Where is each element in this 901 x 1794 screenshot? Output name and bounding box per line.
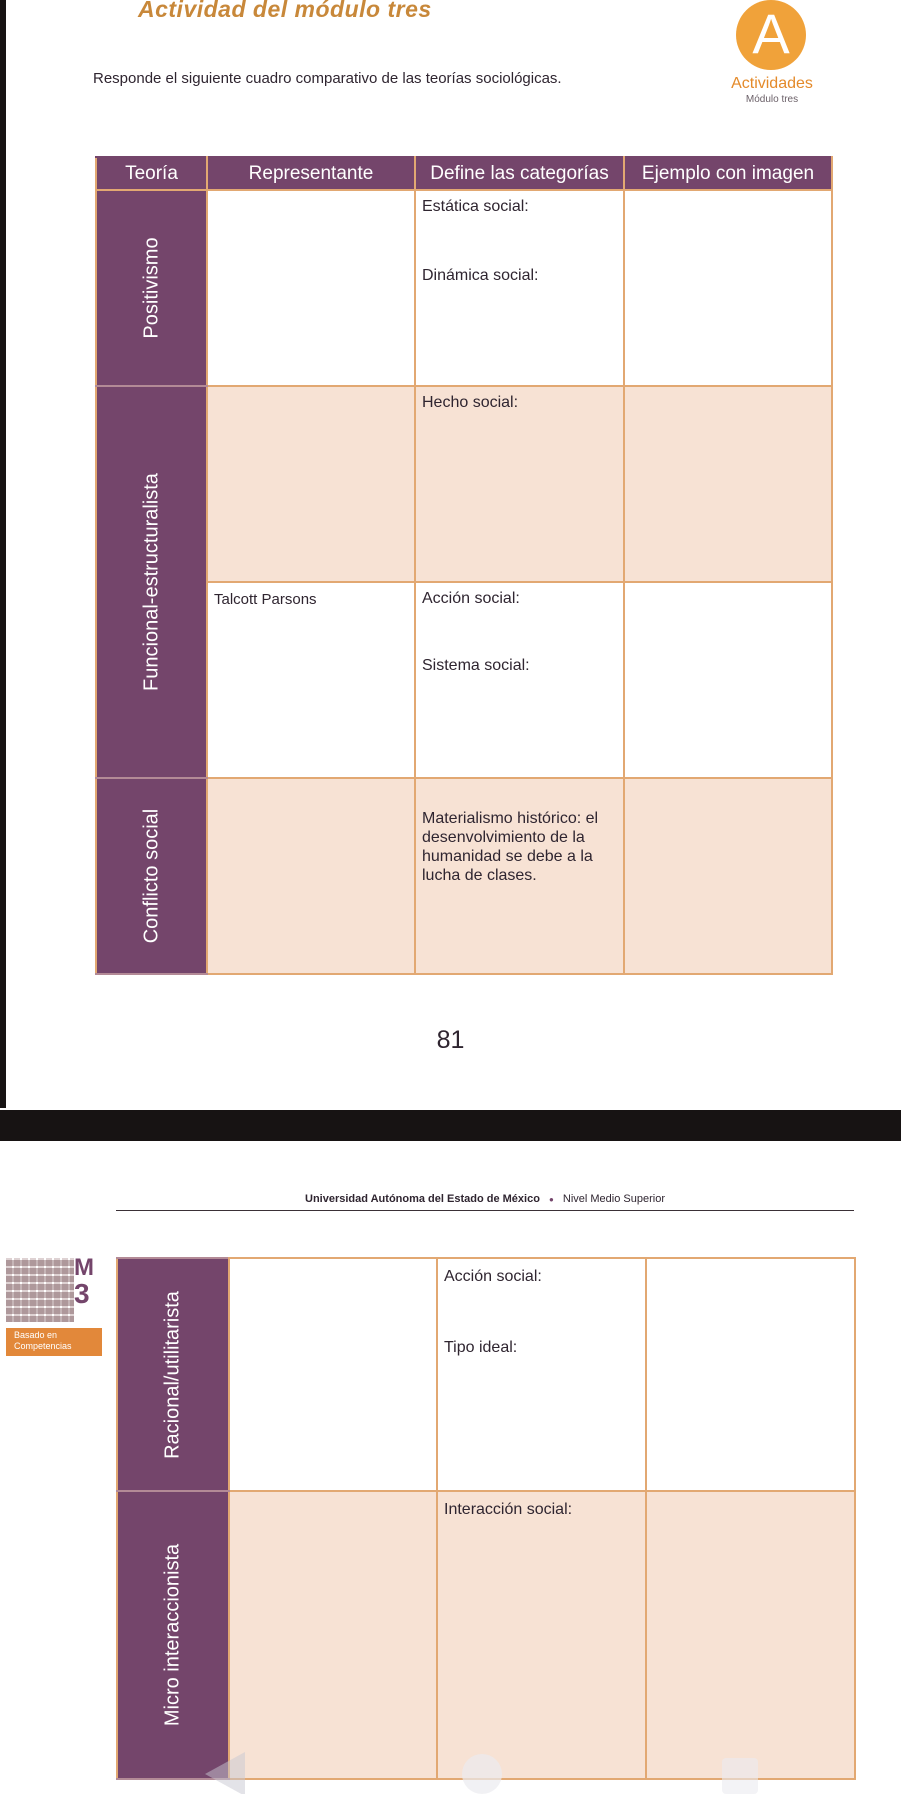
example-text: [647, 1492, 854, 1500]
module-letter: M: [74, 1254, 94, 1281]
representative-text: [230, 1259, 436, 1267]
header-representative: Representante: [207, 157, 415, 190]
theory-label: Positivismo: [140, 237, 162, 339]
representative-text: [208, 387, 414, 395]
representative-text: [208, 779, 414, 787]
module-badge: [0, 1256, 102, 1356]
table-row-micro: [117, 1491, 855, 1779]
table-row-conflicto: [96, 778, 832, 974]
page-separator-band: [0, 1110, 901, 1141]
photo-collage-icon: [6, 1258, 74, 1322]
representative-text: [208, 191, 414, 199]
module-label: Módulo tres: [745, 94, 799, 105]
competencias-text: [14, 1330, 72, 1352]
representative-cell[interactable]: [207, 778, 415, 974]
competencias-line-1: Basado en: [14, 1330, 58, 1340]
example-text: [625, 191, 831, 199]
header-categories: Define las categorías: [415, 157, 624, 190]
category-label: Interacción social:: [444, 1501, 573, 1518]
module-number: 3: [74, 1278, 90, 1309]
category-label: Dinámica social:: [422, 267, 539, 284]
category-label: Tipo ideal:: [444, 1339, 518, 1356]
representative-cell[interactable]: [207, 386, 415, 582]
example-text: [625, 387, 831, 395]
theory-label: Micro interaccionista: [161, 1543, 184, 1727]
theory-cell-conflicto: [96, 778, 207, 974]
category-label: Hecho social:: [422, 394, 519, 411]
theory-label: Funcional-estructuralista: [140, 473, 162, 691]
header-rule: [116, 1210, 854, 1211]
page-title: Actividad del módulo tres: [138, 0, 432, 22]
previous-page-arrow-icon[interactable]: [205, 1752, 245, 1794]
theory-label: Racional/utilitarista: [161, 1290, 184, 1459]
category-label: Acción social:: [422, 590, 520, 607]
theory-cell-racional: [117, 1258, 229, 1491]
table-row-racional: [117, 1258, 855, 1491]
example-cell[interactable]: [646, 1258, 855, 1491]
representative-text: Talcott Parsons: [214, 591, 317, 608]
category-label: Estática social:: [422, 198, 529, 215]
representative-cell[interactable]: [229, 1258, 437, 1491]
example-cell[interactable]: [624, 778, 832, 974]
recent-apps-icon[interactable]: [722, 1758, 758, 1794]
categories-cell[interactable]: [437, 1491, 646, 1779]
categories-cell[interactable]: [415, 386, 624, 582]
example-text: [625, 779, 831, 787]
comparison-table-continued: [116, 1257, 856, 1780]
example-text: [647, 1259, 854, 1267]
categories-cell[interactable]: [415, 190, 624, 386]
header-level: Nivel Medio Superior: [562, 1193, 665, 1205]
running-header: [116, 1193, 854, 1205]
categories-cell[interactable]: [437, 1258, 646, 1491]
example-cell[interactable]: [624, 386, 832, 582]
competencias-bar: [6, 1328, 102, 1356]
categories-cell[interactable]: [415, 582, 624, 778]
instruction-text: Responde el siguiente cuadro comparativo de las teorías sociológicas.: [93, 70, 562, 87]
theory-label: Conflicto social: [140, 808, 162, 944]
category-label: Sistema social:: [422, 657, 530, 674]
representative-text: [230, 1492, 436, 1500]
table-row-positivismo: [96, 190, 832, 386]
representative-cell[interactable]: [207, 190, 415, 386]
header-example: Ejemplo con imagen: [624, 157, 832, 190]
activities-label: Actividades: [731, 75, 813, 92]
example-cell[interactable]: [624, 582, 832, 778]
example-cell[interactable]: [624, 190, 832, 386]
theory-cell-micro: [117, 1491, 229, 1779]
category-label: Acción social:: [444, 1268, 542, 1285]
page-number: 81: [436, 1026, 465, 1054]
categories-cell[interactable]: [415, 778, 624, 974]
representative-cell[interactable]: [229, 1491, 437, 1779]
competencias-line-2: Competencias: [14, 1341, 72, 1351]
example-cell[interactable]: [646, 1491, 855, 1779]
table-row-funcional-1: [96, 386, 832, 582]
category-label: Materialismo histórico: el desenvolvimiento de la humanidad se debe a la lucha de clases.: [422, 810, 599, 884]
badge-letter: A: [752, 2, 790, 65]
header-bullet-icon: ●: [548, 1195, 554, 1204]
header-institution: Universidad Autónoma del Estado de México: [305, 1193, 540, 1205]
table-header-row: [96, 157, 832, 190]
theory-cell-positivismo: [96, 190, 207, 386]
home-button-icon[interactable]: [462, 1754, 502, 1794]
comparison-table: [95, 156, 833, 975]
header-theory: Teoría: [96, 157, 207, 190]
example-text: [625, 583, 831, 591]
theory-cell-funcional: [96, 386, 207, 778]
representative-cell[interactable]: [207, 582, 415, 778]
activities-badge-icon: [736, 0, 806, 70]
